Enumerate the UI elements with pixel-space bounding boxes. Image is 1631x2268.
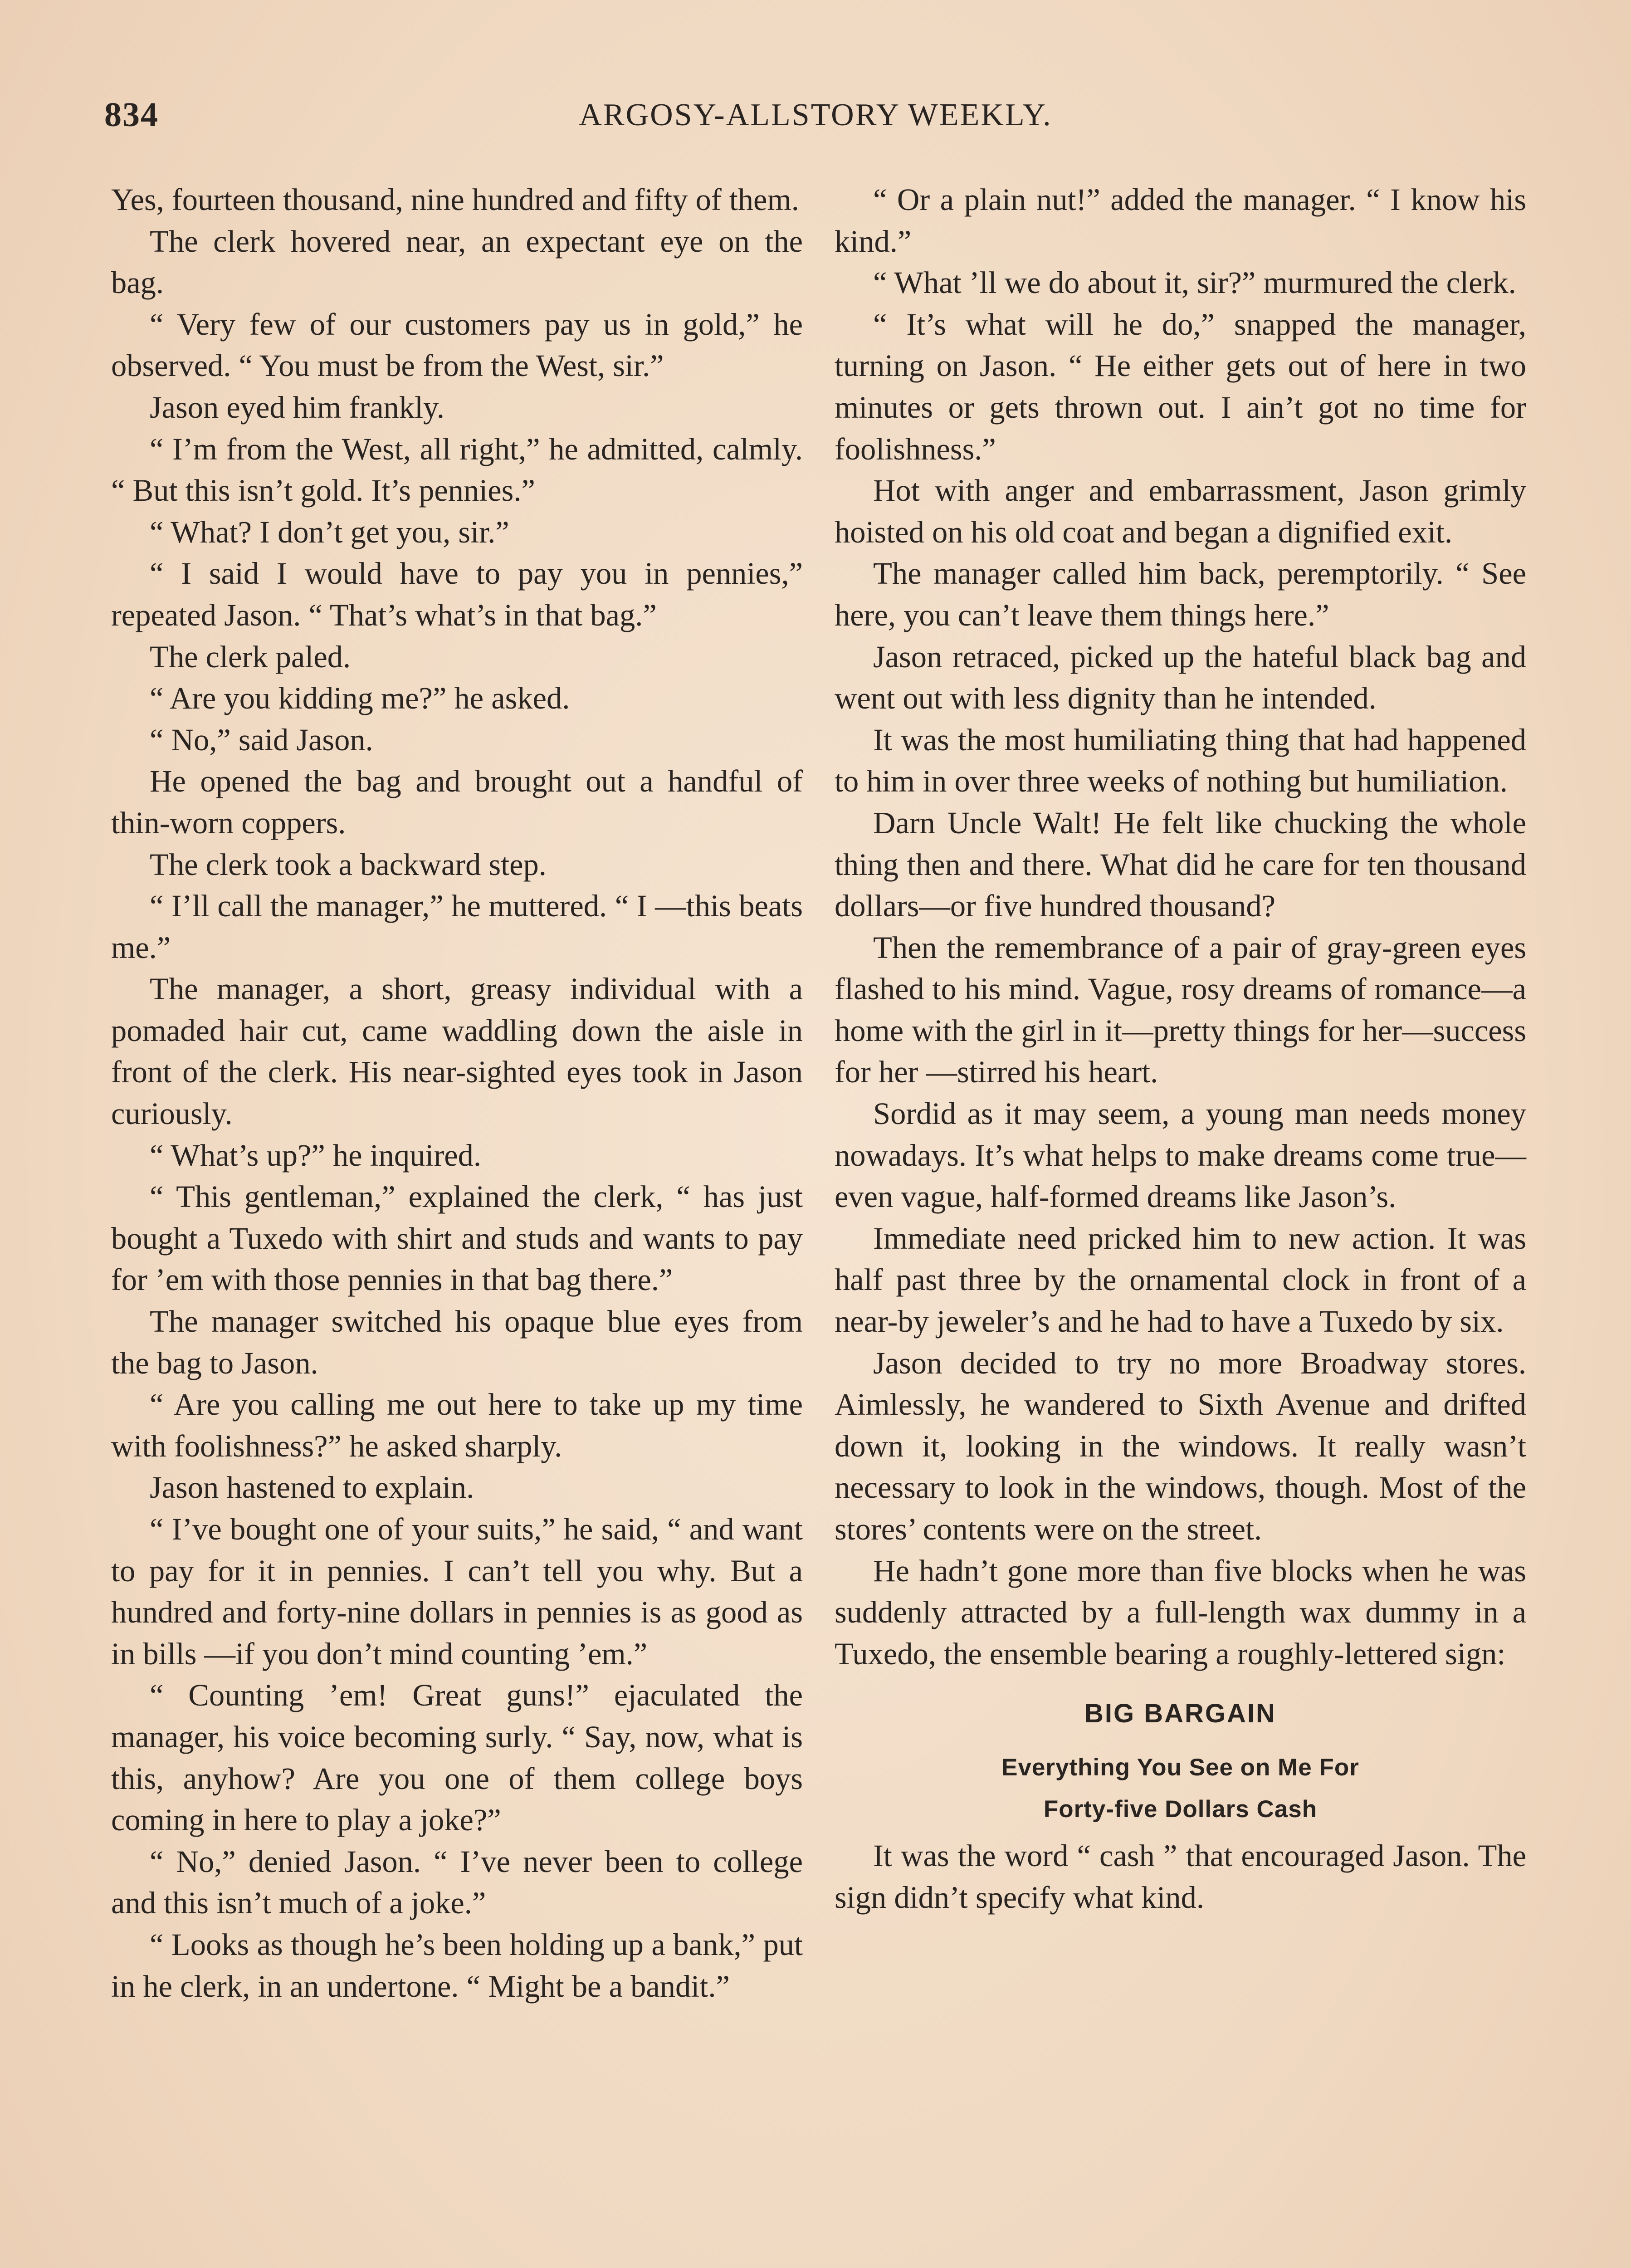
paragraph: The clerk took a backward step. [150,847,547,882]
paragraph: “ I’ll call the manager,” he muttered. “ I —this beats me.” [111,889,803,965]
paragraph: Then the remembrance of a pair of gray-green eyes flashed to his mind. Vague, rosy dreams of romance—a home with the girl in it—pretty things for her—success for her —stirred his heart. [835,930,1526,1090]
paragraph: “ I’m from the West, all right,” he admitted, calmly. “ But this isn’t gold. It’s pennies.” [111,431,803,508]
paragraph: Jason hastened to explain. [150,1470,474,1505]
paragraph: Jason eyed him frankly. [150,390,444,425]
paragraph: Jason retraced, picked up the hateful black bag and went out with less dignity than he intended. [835,639,1526,716]
paragraph: The clerk paled. [150,639,351,674]
right-column [835,179,1526,1919]
paragraph: “ Are you kidding me?” he asked. [150,681,570,716]
paragraph: “ It’s what will he do,” snapped the manager, turning on Jason. “ He either gets out of here in two minutes or gets thrown out. I ain’t got no time for foolishness.” [835,307,1526,466]
paragraph: The manager switched his opaque blue eyes from the bag to Jason. [111,1304,803,1380]
paragraph: Yes, fourteen thousand, nine hundred and fifty of them. [111,182,799,217]
paragraph: “ Looks as though he’s been holding up a bank,” put in he clerk, in an undertone. “ Might be a bandit.” [111,1927,803,2004]
paragraph: “ What ’ll we do about it, sir?” murmured the clerk. [873,265,1516,300]
paragraph: “ No,” denied Jason. “ I’ve never been to college and this isn’t much of a joke.” [111,1844,803,1921]
paragraph: “ This gentleman,” explained the clerk, “ has just bought a Tuxedo with shirt and studs and wants to pay for ’em with those pennies in that bag there.” [111,1179,803,1297]
paragraph: Hot with anger and embarrassment, Jason grimly hoisted on his old coat and began a dignified exit. [835,473,1526,549]
bargain-sign [835,1693,1526,1829]
paragraph: Jason decided to try no more Broadway stores. Aimlessly, he wandered to Sixth Avenue and drifted down it, looking in the windows. It really wasn’t necessary to look in the windows, though. Most of the stores’ contents were on the street. [835,1345,1526,1546]
paragraph: “ What’s up?” he inquired. [150,1138,482,1173]
sign-line-1: Everything You See on Me For [1001,1754,1359,1781]
paragraph: The manager, a short, greasy individual with a pomaded hair cut, came waddling down the aisle in front of the clerk. His near-sighted eyes took in Jason curiously. [111,972,803,1131]
paragraph: “ Counting ’em! Great guns!” ejaculated the manager, his voice becoming surly. “ Say, now, what is this, anyhow? Are you one of them college boys coming in here to play a joke?” [111,1678,803,1838]
paragraph: He hadn’t gone more than five blocks when he was suddenly attracted by a full-length wax dummy in a Tuxedo, the ensemble bearing a roughly-lettered sign: [835,1553,1526,1671]
paragraph: It was the most humiliating thing that had happened to him in over three weeks of nothing but humiliation. [835,722,1526,799]
paragraph: It was the word “ cash ” that encouraged Jason. The sign didn’t specify what kind. [835,1838,1526,1915]
paragraph: “ What? I don’t get you, sir.” [150,514,509,549]
paragraph: “ Or a plain nut!” added the manager. “ I know his kind.” [835,182,1526,259]
page-number: 834 [104,96,159,134]
paragraph: The clerk hovered near, an expectant eye on the bag. [111,224,803,300]
sign-title: BIG BARGAIN [1084,1699,1276,1729]
paragraph: “ I’ve bought one of your suits,” he said, “ and want to pay for it in pennies. I can’t tell you why. But a hundred and forty-nine dollars in pennies is as good as in bills —if you don’t mind counting ’em.” [111,1512,803,1671]
paragraph: “ Very few of our customers pay us in gold,” he observed. “ You must be from the West, sir.” [111,307,803,383]
left-column [111,179,803,2007]
paragraph: He opened the bag and brought out a handful of thin-worn coppers. [111,764,803,840]
paragraph: Darn Uncle Walt! He felt like chucking the whole thing then and there. What did he care for ten thousand dollars—or five hundred thousand? [835,805,1526,924]
running-head: ARGOSY-ALLSTORY WEEKLY. [579,98,1052,132]
paragraph: Sordid as it may seem, a young man needs money nowadays. It’s what helps to make dreams come true—even vague, half-formed dreams like Jason’s. [835,1096,1526,1214]
paragraph: “ No,” said Jason. [150,722,373,757]
paragraph: “ Are you calling me out here to take up my time with foolishness?” he asked sharply. [111,1387,803,1463]
paragraph: “ I said I would have to pay you in pennies,” repeated Jason. “ That’s what’s in that bag.” [111,556,803,632]
page-header [104,95,1527,145]
paragraph: Immediate need pricked him to new action. It was half past three by the ornamental clock in front of a near-by jeweler’s and he had to have a Tuxedo by six. [835,1221,1526,1339]
paragraph: The manager called him back, peremptorily. “ See here, you can’t leave them things here.” [835,556,1526,632]
sign-line-2: Forty-five Dollars Cash [1043,1796,1318,1823]
